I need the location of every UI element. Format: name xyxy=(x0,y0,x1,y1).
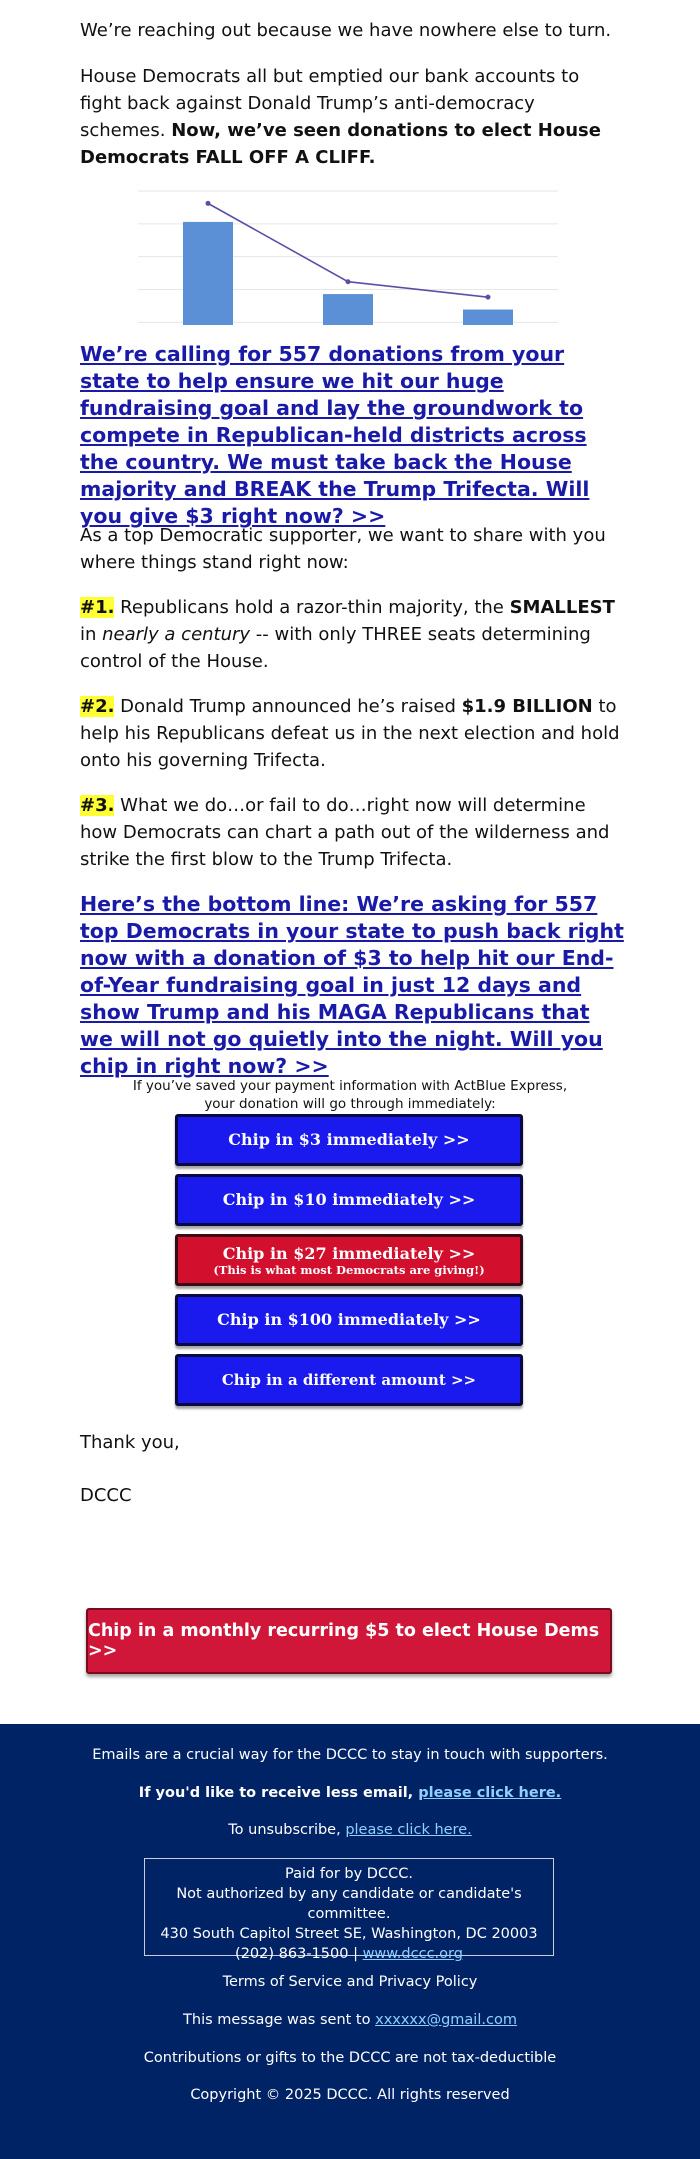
chip-in-27-label: Chip in $27 immediately >> xyxy=(222,1243,476,1263)
monthly-recurring-button[interactable] xyxy=(86,1608,612,1674)
footer-less-email xyxy=(0,1783,700,1803)
website-link[interactable]: www.dccc.org xyxy=(362,1946,463,1962)
footer-less-email-text: If you'd like to receive less email, xyxy=(138,1785,419,1801)
point-2-text-a: Donald Trump announced he’s raised xyxy=(114,696,462,717)
chart-bar xyxy=(463,310,513,325)
sent-to-text: This message was sent to xyxy=(183,2012,376,2028)
chip-in-other-button[interactable] xyxy=(175,1354,523,1406)
point-1-number: #1. xyxy=(80,597,115,618)
point-2-number: #2. xyxy=(80,696,115,717)
recipient-email-link[interactable]: xxxxxx@gmail.com xyxy=(375,2012,517,2028)
chip-in-3-label: Chip in $3 immediately >> xyxy=(228,1130,470,1149)
chip-in-3-button[interactable] xyxy=(175,1114,523,1166)
donate-link-557[interactable]: We’re calling for 557 donations from your state to help ensure we hit our huge fundraising goal and lay the groundwork to compete in Republican-held districts across the country. We must take back the House majority and BREAK the Trump Trifecta. Will you give $3 right now? >> xyxy=(80,342,590,528)
point-1-text-a: Republicans hold a razor-thin majority, the xyxy=(114,597,510,618)
chip-in-100-button[interactable] xyxy=(175,1294,523,1346)
para-bank-accounts xyxy=(80,63,620,171)
point-3-number: #3. xyxy=(80,795,115,816)
chip-in-100-label: Chip in $100 immediately >> xyxy=(217,1310,481,1329)
chart-point xyxy=(206,201,211,206)
monthly-recurring-label: Chip in a monthly recurring $5 to elect House Dems >> xyxy=(88,1621,600,1661)
unsubscribe-link[interactable]: please click here. xyxy=(345,1822,472,1838)
chart-point xyxy=(486,295,491,300)
footer-unsubscribe xyxy=(0,1820,700,1840)
phone-website-line xyxy=(145,1944,553,1964)
footer-email-importance: Emails are a crucial way for the DCCC to stay in touch with supporters. xyxy=(92,1747,608,1763)
point-1-bold: SMALLEST xyxy=(509,597,615,618)
chart-bar xyxy=(323,294,373,325)
point-2-text-c: to help his Republicans defeat us in the next election and hold onto his governing Trifecta. xyxy=(80,696,620,771)
para-bank-accounts-text: House Democrats all but emptied our bank accounts to fight back against Donald Trump’s anti-democracy schemes. xyxy=(80,66,580,141)
thanks-text: Thank you, xyxy=(80,1432,180,1453)
chip-in-27-button[interactable] xyxy=(175,1234,523,1286)
chip-in-10-button[interactable] xyxy=(175,1174,523,1226)
copyright: Copyright © 2025 DCCC. All rights reserved xyxy=(190,2087,510,2103)
not-authorized-text: Not authorized by any candidate or candidate's committee. xyxy=(176,1886,522,1922)
tax-deductible-note: Contributions or gifts to the DCCC are not tax-deductible xyxy=(143,2050,557,2066)
signature: DCCC xyxy=(80,1485,132,1506)
less-email-link[interactable]: please click here. xyxy=(418,1785,562,1801)
footer xyxy=(0,1724,700,2159)
paid-for-box xyxy=(144,1858,554,1962)
point-1-italic: nearly a century xyxy=(102,624,251,645)
point-3 xyxy=(80,792,620,873)
chart-bars xyxy=(183,222,513,325)
express-note-line-2: your donation will go through immediately: xyxy=(204,1096,496,1112)
footer-sent-to xyxy=(0,2010,700,2030)
point-3-text-a: What we do…or fail to do…right now will determine how Democrats can chart a path out of the wilderness and strike the first blow to the Trump Trifecta. xyxy=(80,795,610,870)
point-2 xyxy=(80,693,620,774)
terms-privacy-link[interactable]: Terms of Service and Privacy Policy xyxy=(222,1974,478,1990)
donate-link-bottom-line[interactable]: Here’s the bottom line: We’re asking for 557 top Democrats in your state to push back right now with a donation of $3 to help hit our End-of-Year fundraising goal in just 12 days and show Trump and his MAGA Republicans that we will not go quietly into the night. Will you chip in right now? >> xyxy=(80,892,624,1078)
footer-unsubscribe-text: To unsubscribe, xyxy=(228,1822,346,1838)
para-top-supporter: As a top Democratic supporter, we want to share with you where things stand right now: xyxy=(80,525,606,573)
phone-text: (202) 863-1500 | xyxy=(235,1946,363,1962)
para-bank-accounts-bold: Now, we’ve seen donations to elect House Democrats FALL OFF A CLIFF. xyxy=(80,120,601,168)
point-2-bold: $1.9 BILLION xyxy=(461,696,593,717)
address-text: 430 South Capitol Street SE, Washington, DC 20003 xyxy=(160,1926,538,1942)
chart-point xyxy=(346,279,351,284)
chip-in-27-sublabel: (This is what most Democrats are giving!) xyxy=(213,1262,485,1277)
intro-text: We’re reaching out because we have nowhere else to turn. xyxy=(80,20,612,41)
point-1-text-c: in xyxy=(80,624,103,645)
chip-in-other-label: Chip in a different amount >> xyxy=(221,1371,477,1389)
chart-bar xyxy=(183,222,233,325)
donations-chart xyxy=(138,189,558,329)
chip-in-10-label: Chip in $10 immediately >> xyxy=(222,1190,476,1209)
chart-line xyxy=(206,201,491,300)
point-1-text-e: -- with only THREE seats determining control of the House. xyxy=(80,624,591,672)
express-note xyxy=(0,1077,700,1113)
express-note-line-1: If you’ve saved your payment information with ActBlue Express, xyxy=(132,1078,568,1094)
point-1 xyxy=(80,594,620,675)
paid-for-text: Paid for by DCCC. xyxy=(285,1866,413,1882)
